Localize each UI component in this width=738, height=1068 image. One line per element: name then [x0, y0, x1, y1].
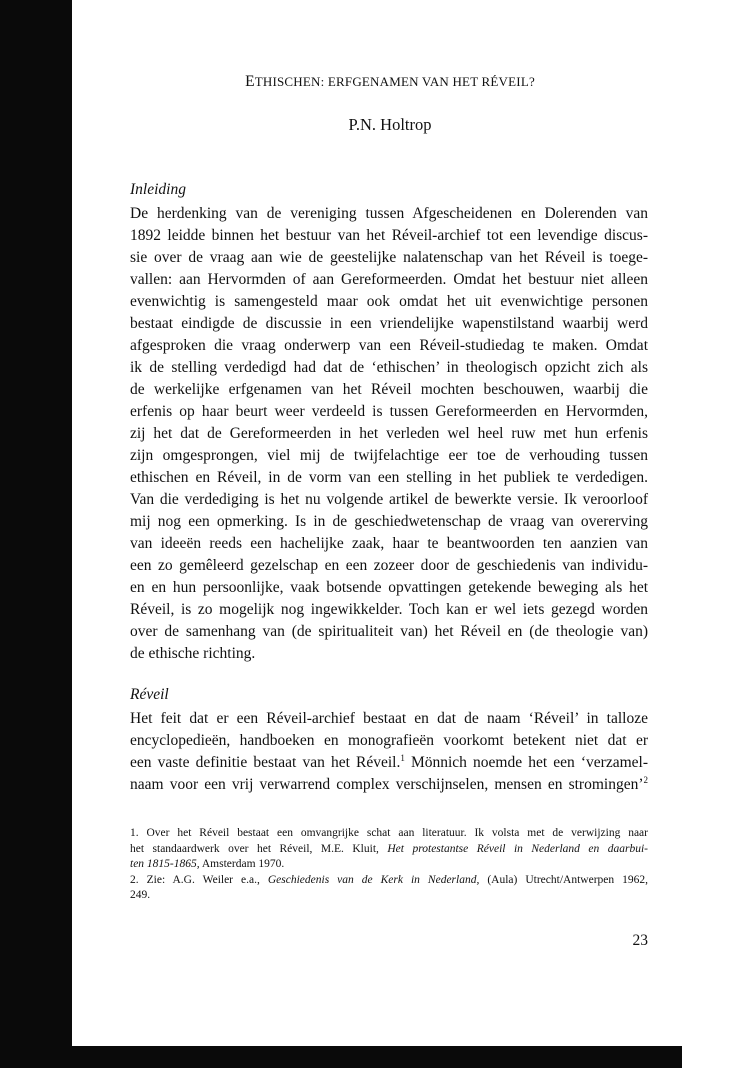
section-heading-reveil: Réveil — [130, 686, 169, 703]
footnotes — [130, 826, 648, 904]
text-line: de werkelijke erfgenamen van het Réveil mochten beschouwen, waarbij die — [130, 381, 648, 398]
text-line: Het feit dat er een Réveil-archief bestaat en dat de naam ‘Réveil’ in talloze — [130, 710, 648, 727]
text-line: bestaat eindigde de discussie in een vriendelijke wapenstilstand waarbij werd — [130, 315, 648, 332]
text-line: een vaste definitie bestaat van het Réveil.$^1$ Mönnich noemde het een ‘verzamel- — [130, 752, 648, 771]
text-line: ik de stelling verdedigd had dat de ‘ethischen’ in theologisch opzicht zich als — [130, 359, 648, 376]
text-line: van ideeën reeds een hachelijke zaak, haar te beantwoorden ten aanzien van — [130, 535, 648, 552]
footnote-1-cont: ten 1815-1865, Amsterdam 1970. — [130, 858, 285, 870]
text-line: een zo gemêleerd gezelschap en een zozeer door de geschiedenis van individu- — [130, 557, 648, 574]
text-line: de ethische richting. — [130, 645, 256, 662]
text-line: erfenis op haar beurt weer verdeeld is tussen Gereformeerden en Hervormden, — [130, 403, 648, 420]
text-line: Van die verdediging is het nu volgende artikel de bewerkte versie. Ik veroorloof — [130, 491, 648, 508]
text-line: Réveil, is zo mogelijk nog ingewikkelder. Toch kan er wel iets gezegd worden — [130, 601, 648, 618]
text-line: sie over de vraag aan wie de geestelijke nalatenschap van het Réveil is toege- — [130, 249, 648, 266]
text-line: evenwichtig is samengesteld maar ook omdat het uit evenwichtige personen — [130, 293, 648, 310]
footnote-1-cont: het standaardwerk over het Réveil, M.E. Kluit, Het protestantse Réveil in Nederland en daarbui- — [130, 842, 648, 855]
text-line: mij nog een opmerking. Is in de geschiedwetenschap de vraag van overerving — [130, 513, 648, 530]
footnote-2-cont: 249. — [130, 889, 151, 901]
paragraph-inleiding — [130, 203, 648, 665]
footnote-2: 2. Zie: A.G. Weiler e.a., Geschiedenis van de Kerk in Nederland, (Aula) Utrecht/Antwerpen 1962, — [130, 873, 648, 886]
text-line: afgesproken die vraag onderwerp van een Réveil-studiedag te maken. Omdat — [130, 337, 648, 354]
scan-edge-bottom — [0, 1046, 682, 1068]
text-line: vallen: aan Hervormden of aan Gereformeerden. Omdat het bestuur niet alleen — [130, 271, 648, 288]
text-line: zij het dat de Gereformeerden in het verleden wel heel ruw met hun erfenis — [130, 425, 648, 442]
footnote-ref-2[interactable]: 2 — [643, 774, 648, 785]
section-heading-inleiding: Inleiding — [130, 181, 186, 198]
article-title: ETHISCHEN: ERFGENAMEN VAN HET RÉVEIL? — [245, 73, 535, 90]
text-line: over de samenhang van (de spiritualiteit van) het Réveil en (de theologie van) — [130, 623, 648, 640]
paragraph-reveil — [130, 708, 648, 796]
text-line: ethischen en Réveil, in de vorm van een stelling in het publiek te verdedigen. — [130, 469, 648, 486]
author: P.N. Holtrop — [348, 115, 432, 134]
text-line: 1892 leidde binnen het bestuur van het Réveil-archief tot een levendige discus- — [130, 227, 648, 244]
text-line: naam voor een vrij verwarrend complex verschijnselen, mensen en stromingen’$^2$ — [130, 774, 648, 793]
footnote-1: 1. Over het Réveil bestaat een omvangrijke schat aan literatuur. Ik volsta met de verwijzing naar — [130, 827, 648, 839]
text-line: en en hun persoonlijke, vaak botsende opvattingen getekende beweging als het — [130, 579, 648, 596]
footnote-ref-1[interactable]: 1 — [400, 752, 405, 763]
page-number: 23 — [632, 932, 648, 949]
text-line: De herdenking van de vereniging tussen Afgescheidenen en Dolerenden van — [130, 205, 648, 222]
text-line: encyclopedieën, handboeken en monografieën voorkomt betekent niet dat er — [130, 732, 648, 749]
text-line: zijn omgesprongen, viel mij de twijfelachtige eer toe de verhouding tussen — [130, 447, 648, 464]
scan-edge-left — [0, 0, 72, 1068]
